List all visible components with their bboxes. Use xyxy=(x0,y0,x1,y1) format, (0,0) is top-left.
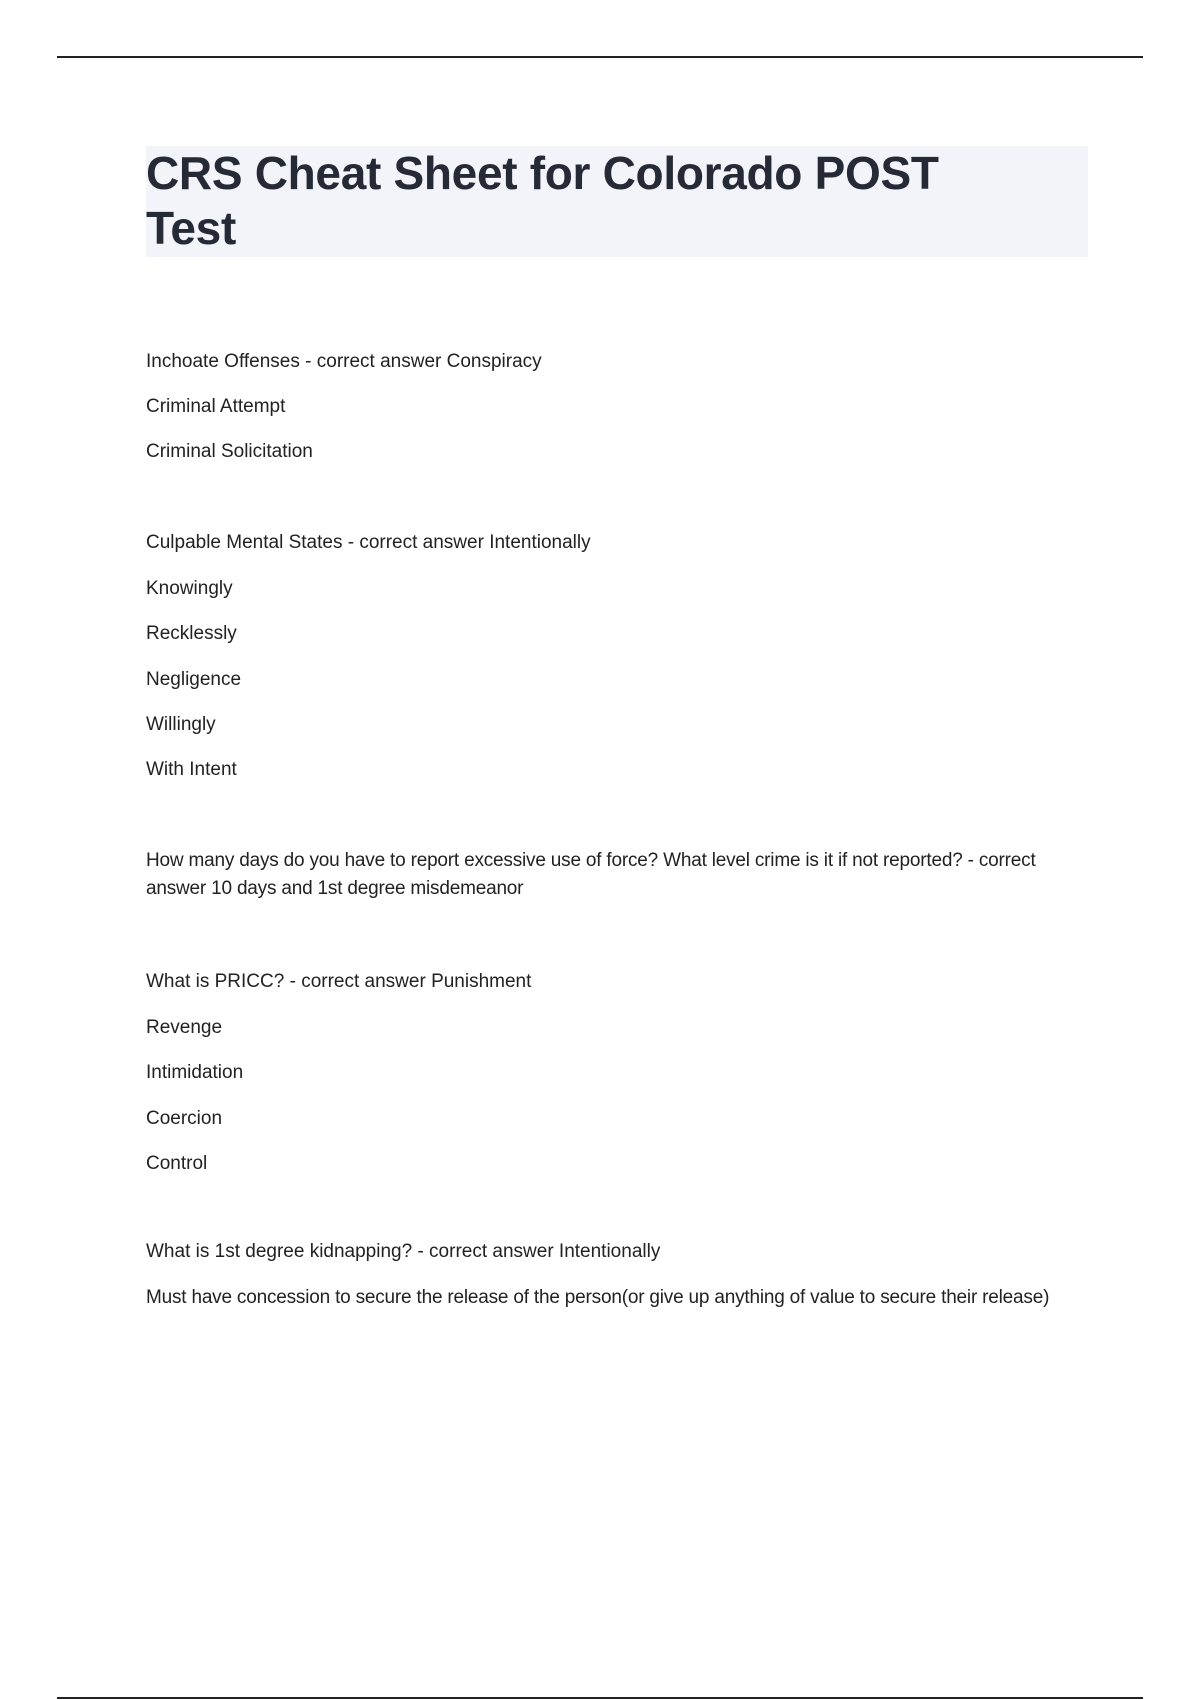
section-5-question: What is 1st degree kidnapping? - correct answer Intentionally xyxy=(146,1241,661,1262)
section-4-question: What is PRICC? - correct answer Punishment xyxy=(146,971,532,992)
document-title: CRS Cheat Sheet for Colorado POST Test xyxy=(146,147,939,254)
section-2-line-4: Willingly xyxy=(146,714,216,735)
section-2-line-2: Recklessly xyxy=(146,623,237,644)
section-4-line-2: Intimidation xyxy=(146,1062,244,1083)
section-4-line-1: Revenge xyxy=(146,1017,223,1038)
bottom-page-rule xyxy=(57,1697,1143,1699)
section-2-line-5: With Intent xyxy=(146,759,237,780)
title-block xyxy=(146,146,1088,257)
section-5-line-1: Must have concession to secure the release of the person(or give up anything of value to secure their release) xyxy=(146,1287,1050,1308)
section-2-line-1: Knowingly xyxy=(146,578,233,599)
section-1-question: Inchoate Offenses - correct answer Conspiracy xyxy=(146,351,542,372)
section-4-line-4: Control xyxy=(146,1153,208,1174)
section-3-question: How many days do you have to report excessive use of force? What level crime is it if not reported? - correct answer 10 days and 1st degree misdemeanor xyxy=(146,850,1036,899)
section-2-line-3: Negligence xyxy=(146,669,242,690)
section-4-line-3: Coercion xyxy=(146,1108,223,1129)
section-1-line-2: Criminal Solicitation xyxy=(146,441,313,462)
section-1-line-1: Criminal Attempt xyxy=(146,396,286,417)
top-page-rule xyxy=(57,56,1143,58)
section-2-question: Culpable Mental States - correct answer Intentionally xyxy=(146,532,591,553)
